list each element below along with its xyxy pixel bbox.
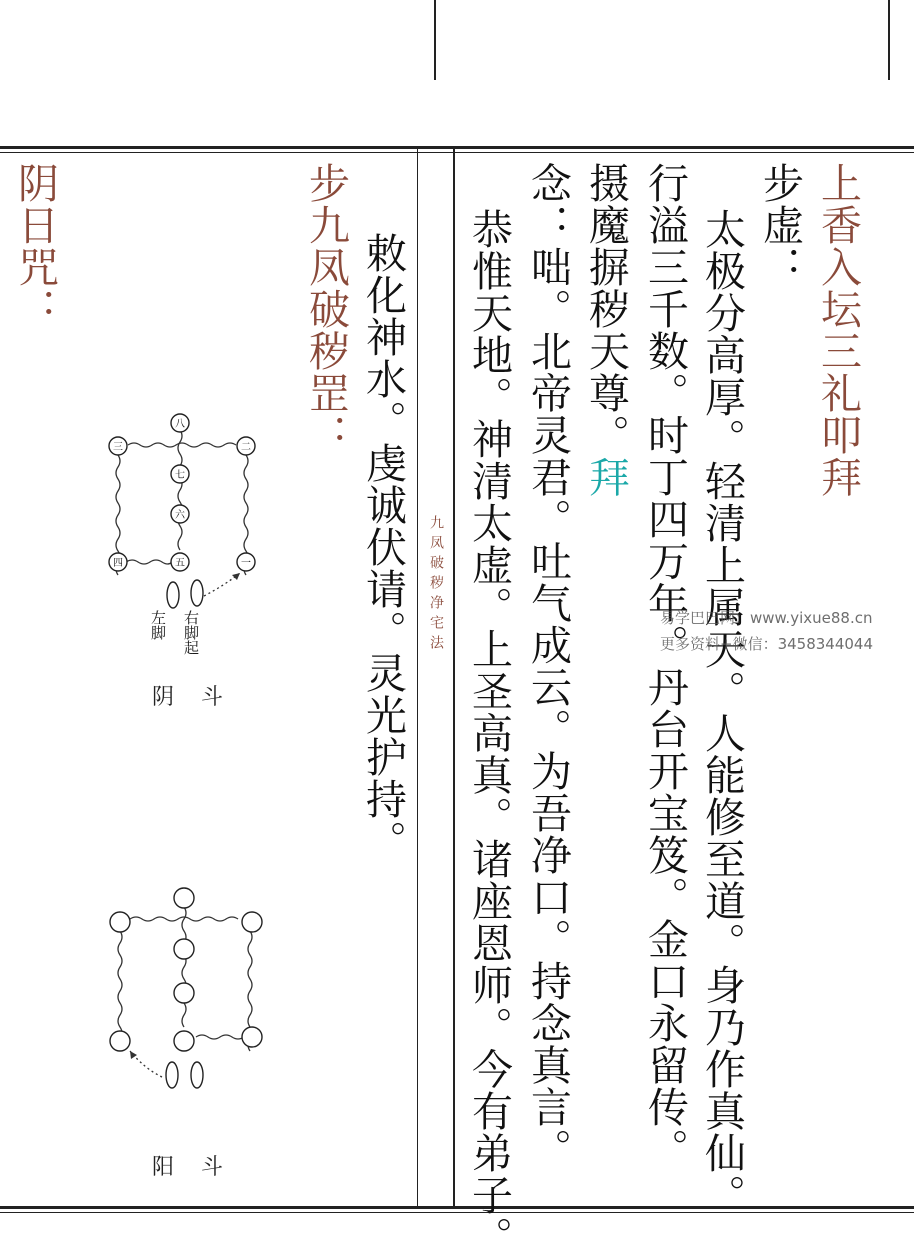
verse-line-1: 太极分高厚。轻清上属天。人能修至道。身乃作真仙。: [698, 208, 746, 1216]
verse-line-3: [583, 162, 629, 498]
node-3: 三: [113, 442, 123, 453]
watermark-line-1: 易学巴巴网：www.yixue88.cn: [660, 609, 873, 627]
page-bottom-border-thin: [0, 1212, 914, 1213]
bai-mark: 拜: [582, 456, 630, 498]
spine-line-right: [453, 149, 455, 1209]
page-bottom-border: [0, 1206, 914, 1209]
heading-bugang: 步九凤破秽罡：: [302, 162, 350, 456]
tianzun-name: 摄魔摒秽天尊。: [582, 162, 630, 456]
verse-line-2: 行溢三千数。时丁四万年。丹台开宝笈。金口永留传。: [641, 162, 689, 1170]
spine-title: 九凤破秽净宅法: [428, 515, 444, 655]
top-divider-left: [434, 0, 436, 80]
heading-incense-ritual: 上香入坛三礼叩拜: [814, 162, 862, 498]
spine-line-left: [417, 149, 418, 1209]
node-6: 六: [175, 510, 185, 521]
node-7: 七: [175, 470, 185, 481]
footprints-icon: [167, 580, 203, 608]
page-top-border: [0, 146, 914, 149]
node-8: 八: [175, 419, 185, 430]
left-foot-label: 左脚: [149, 610, 167, 640]
watermark-line-2: 更多资料+微信：3458344044: [660, 635, 874, 653]
node-4: 四: [113, 558, 123, 569]
chant-line: 敕化神水。虔诚伏请。灵光护持。: [359, 232, 407, 862]
node-1: 一: [241, 558, 251, 569]
heading-yin-day-mantra: 阴日咒：: [11, 162, 59, 330]
node-5: 五: [175, 558, 185, 569]
right-foot-label: 右脚起: [182, 610, 200, 655]
page-top-border-thin: [0, 152, 914, 153]
footprints-icon-yang: [166, 1062, 203, 1088]
verse-line-5: 恭惟天地。神清太虚。上圣高真。诸座恩师。今有弟子。: [465, 208, 513, 1258]
top-divider-right: [888, 0, 890, 80]
buxu-label: 步虚：: [756, 162, 804, 288]
yin-dou-caption: 阴 斗: [152, 685, 233, 710]
yang-dou-caption: 阳 斗: [152, 1155, 233, 1180]
node-2: 二: [241, 442, 251, 453]
yang-dou-diagram: [100, 885, 270, 1100]
verse-line-4: 念：咄。北帝灵君。吐气成云。为吾净口。持念真言。: [524, 162, 572, 1170]
